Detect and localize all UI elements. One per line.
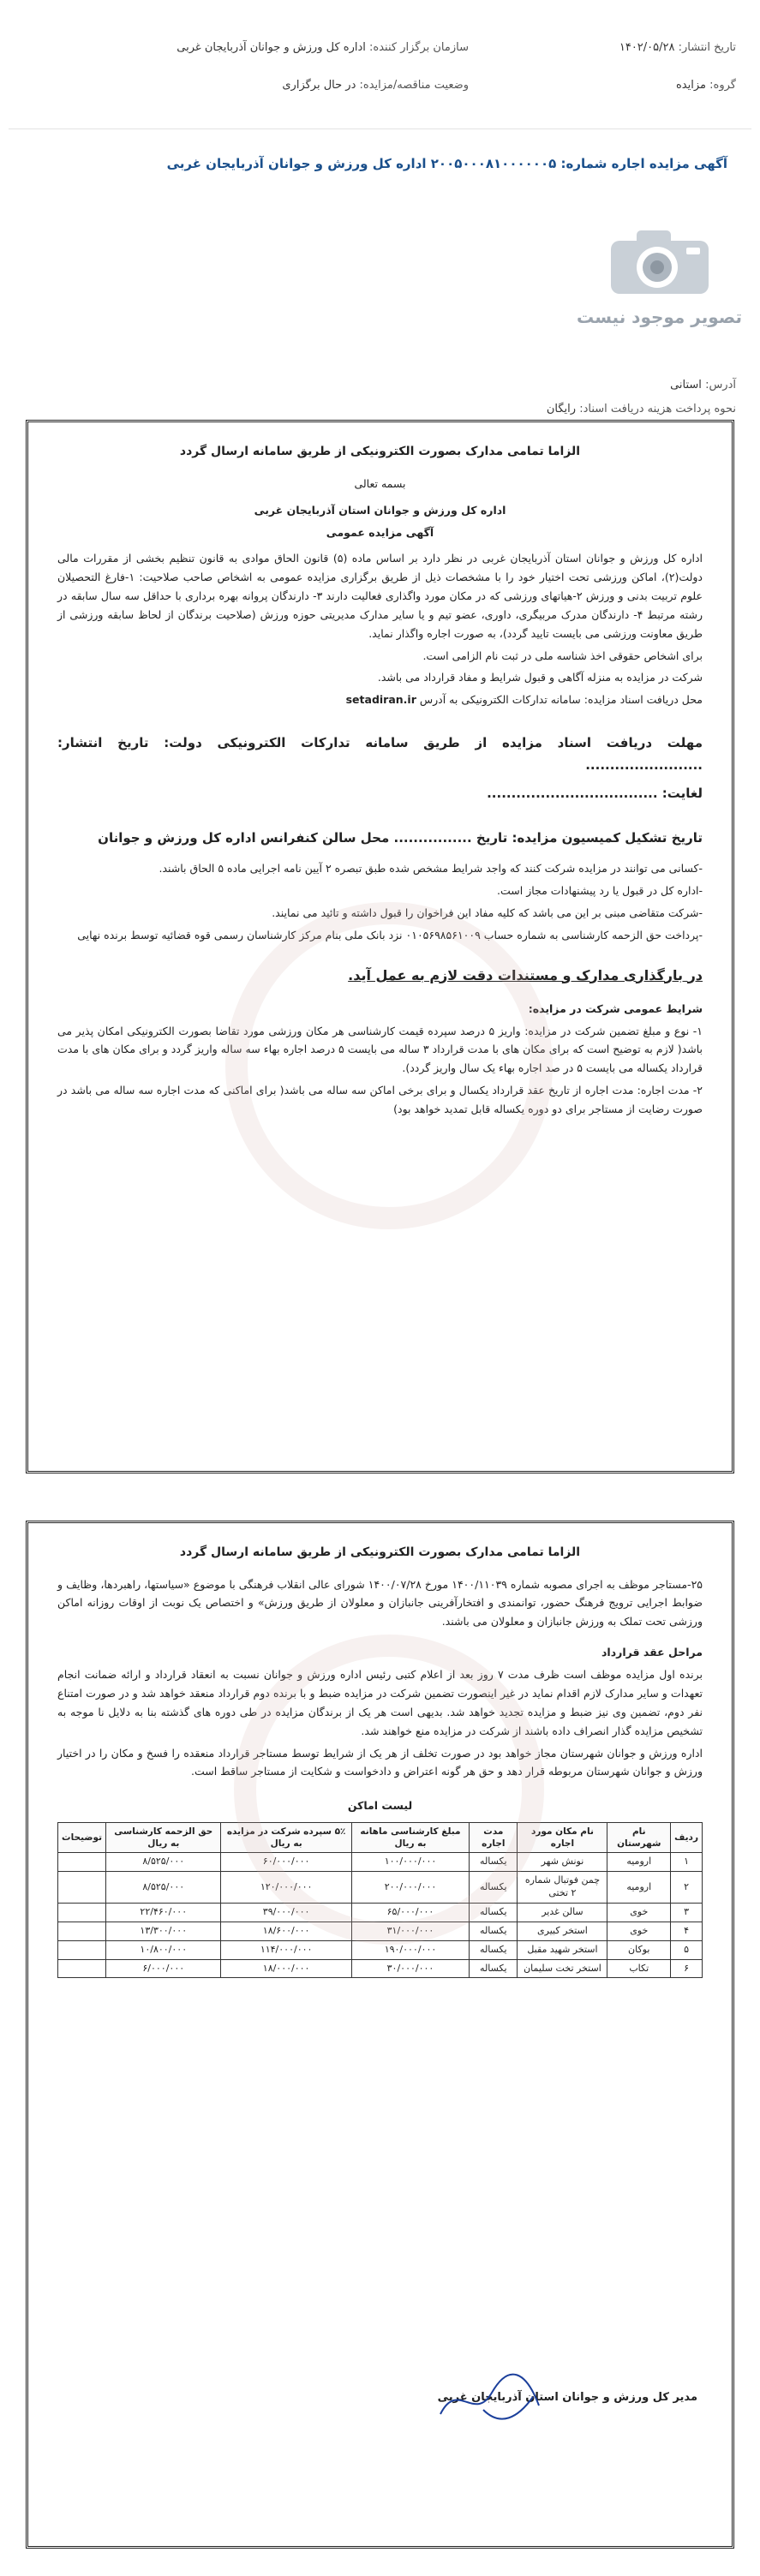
col-notes: توضیحات [58,1823,106,1853]
condition-1: -کسانی می توانند در مزایده شرکت کنند که واجد شرایط مشخص شده طبق تبصره ۲ آیین نامه اجرایی ماده ۵ الحاق باشند. [159,862,703,876]
fee-label: نحوه پرداخت هزینه دریافت اسناد: [579,403,736,415]
table-cell: یکساله [470,1940,518,1959]
commission-line: تاریخ تشکیل کمیسیون مزایده: تاریخ ................ محل سالن کنفرانس اداره کل ورزش و جوانان [98,829,703,846]
table-row [58,1922,703,1940]
no-image-caption: تصویر موجود نیست [577,307,742,327]
table-cell: استخر تخت سلیمان [518,1959,607,1978]
table-cell: خوی [607,1922,671,1940]
table-row [58,1853,703,1872]
table-cell: یکساله [470,1853,518,1872]
table-cell: ۲۲/۴۶۰/۰۰۰ [106,1904,221,1922]
participation-note: شرکت در مزایده به منزله آگاهی و قبول شرایط و مفاد قرارداد می باشد. [377,671,703,684]
col-monthly-value: مبلغ کارشناسی ماهانه به ریال [351,1823,469,1853]
documents-location-text: محل دریافت اسناد مزایده: سامانه تدارکات الکترونیکی به آدرس [419,693,703,707]
table-cell: ۲ [671,1872,703,1904]
legal-entity-note: برای اشخاص حقوقی اخذ شناسه ملی در ثبت نام الزامی است. [422,648,703,662]
general-conditions-title: شرایط عمومی شرکت در مزایده: [528,1001,703,1015]
table-cell: ۴ [671,1922,703,1940]
table-cell: ۱۳/۳۰۰/۰۰۰ [106,1922,221,1940]
fee-value: رایگان [546,403,577,415]
deadline-end: لغایت: ................................... [487,785,703,801]
table-cell: ۱۹۰/۰۰۰/۰۰۰ [351,1940,469,1959]
general-condition-1: ۱- نوع و مبلغ تضمین شرکت در مزایده: واریز ۵ درصد سپرده قیمت کارشناسی هر مکان ورزشی مورد تقاضا بصورت الکترونیکی امکان پذیر می باشد( لازم به توضیح است که برای مکان های با مدت قرارداد ۳ ساله می بایست ۵ درصد اجاره بهاء سه ساله واریز گردد و برای مکان های با مدت قرارداد یکساله می بایست ۵ در صد اجاره بهاء یک سال واریز گردد). [57,1024,703,1075]
table-cell: یکساله [470,1959,518,1978]
table-cell [58,1872,106,1904]
group-row [676,79,736,92]
group-value: مزایده [676,79,707,92]
col-place: نام مکان مورد اجاره [518,1823,607,1853]
col-city: نام شهرستان [607,1823,671,1853]
signature-scribble-icon [432,2363,552,2431]
table-cell: ۶/۰۰۰/۰۰۰ [106,1959,221,1978]
no-image-placeholder [567,201,751,351]
condition-3: -شرکت متقاضی مبنی بر این می باشد که کلیه مفاد این فراخوان را قبول داشته و تائید می نمایند. [272,905,703,919]
mandatory-notice: الزاما تمامی مدارک بصورت الکترونیکی از طریق سامانه ارسال گردد [179,1545,581,1559]
table-cell: استخر کبیری [518,1922,607,1940]
status-label: وضعیت مناقصه/مزایده: [359,79,469,92]
organizer-row [177,41,469,54]
documents-location [57,690,703,709]
table-cell: ۶۵/۰۰۰/۰۰۰ [351,1904,469,1922]
bismillah: بسمه تعالی [354,476,406,490]
table-cell: چمن فوتبال شماره ۲ تختی [518,1872,607,1904]
table-cell: ارومیه [607,1853,671,1872]
table-cell: ۳ [671,1904,703,1922]
col-expert-fee: حق الزحمه کارشناسی به ریال [106,1823,221,1853]
table-cell: ۱۰۰/۰۰۰/۰۰۰ [351,1853,469,1872]
table-cell: ۱۸/۰۰۰/۰۰۰ [221,1959,351,1978]
auction-document-page-2 [26,1521,734,2549]
places-table [57,1822,703,1978]
table-cell: ۱۲۰/۰۰۰/۰۰۰ [221,1872,351,1904]
group-label: گروه: [709,79,736,92]
signature-title: مدیر کل ورزش و جوانان استان آذربایجان غربی [437,2391,697,2404]
table-cell: ۳۹/۰۰۰/۰۰۰ [221,1904,351,1922]
table-cell: ارومیه [607,1872,671,1904]
table-cell [58,1904,106,1922]
table-cell [58,1959,106,1978]
table-cell: نونش شهر [518,1853,607,1872]
organizer-value: اداره کل ورزش و جوانان آذربایجان غربی [177,41,366,54]
table-cell: ۳۱/۰۰۰/۰۰۰ [351,1922,469,1940]
table-cell [58,1922,106,1940]
table-cell: ۱۰/۸۰۰/۰۰۰ [106,1940,221,1959]
contract-stages-text: برنده اول مزایده موظف است ظرف مدت ۷ روز بعد از اعلام کتبی رئیس اداره ورزش و جوانان نسبت به انعقاد قرارداد و ارائه ضمانت انجام تعهدات و سایر مدارک لازم اقدام نماید در غیر اینصورت تضمین شرکت در مزایده ضبط و با برنده دوم قرارداد منعقد خواهد شد و در صورت امتناع نفر دوم، تضمین وی نیز ضبط و مزایده تجدید خواهد شد. بدیهی است هر یک از برندگان مزایده در طی دوره های گذشته بنا به دلایل نا موجه به تشخیص مزایده گذار انصراف داده باشند از شرکت در مزایده منع خواهند شد. [57,1668,703,1737]
table-row [58,1904,703,1922]
org-name: اداره کل ورزش و جوانان استان آذربایجان غربی [254,504,506,517]
table-cell: ۱ [671,1853,703,1872]
tenant-obligation: ۲۵-مستاجر موظف به اجرای مصوبه شماره ۱۴۰۰/۱۱۰۳۹ مورخ ۱۴۰۰/۰۷/۲۸ شورای عالی انقلاب فرهنگی با موضوع «سیاستها، راهبردها، وظایف و ضوابط اجرایی ترویج فرهنگ حضور، توانمندی و افتخارآفرینی جانبازان و معلولان از طریق ورزش» و اختصاص یک نوبت از اوقات روزانه اماکن ورزشی تحت تملک به ورزش جانبازان و معلولان می باشند. [57,1577,703,1629]
table-cell: یکساله [470,1872,518,1904]
table-cell: ۶ [671,1959,703,1978]
table-cell: خوی [607,1904,671,1922]
status-row [282,79,469,92]
general-condition-2: ۲- مدت اجاره: مدت اجاره از تاریخ عقد قرارداد یکسال و برای برخی اماکن سه ساله می باشد( برای اماکنی که مدت اجاره سه ساله می باشد در صورت رضایت از مستاجر برای دو دوره یکساله قابل تمدید خواهد بود) [57,1084,703,1115]
upload-warning: در بارگذاری مدارک و مستندات دقت لازم به عمل آید. [348,966,703,983]
table-cell: ۱۱۴/۰۰۰/۰۰۰ [221,1940,351,1959]
address-value: استانی [670,379,702,391]
publish-date-label: تاریخ انتشار: [678,41,736,54]
notice-title[interactable]: آگهی مزایده اجاره شماره: ۲۰۰۵۰۰۰۸۱۰۰۰۰۰۰۵ اداره کل ورزش و جوانان آذربایجان غربی [166,156,727,171]
table-cell: ۲۰۰/۰۰۰/۰۰۰ [351,1872,469,1904]
setad-link[interactable]: setadiran.ir [345,693,416,707]
col-duration: مدت اجاره [470,1823,518,1853]
table-cell: ۶۰/۰۰۰/۰۰۰ [221,1853,351,1872]
auction-info-card [9,9,751,420]
col-deposit: ۵٪ سپرده شرکت در مزایده به ریال [221,1823,351,1853]
contract-stages-title: مراحل عقد قرارداد [601,1646,703,1659]
publish-date-row [619,41,736,54]
intro-paragraph: اداره کل ورزش و جوانان استان آذربایجان غربی در نظر دارد بر اساس ماده (۵) قانون الحاق موادی به قانون تنظیم بخشی از مقررات مالی دولت(۲)، اماکن ورزشی تحت اختیار خود را با مشخصات ذیل از طریق برگزاری مزایده عمومی به اشخاص صاحب صلاحیت: ۱-فارغ التحصیلان علوم تربیت بدنی و ورزش ۲-هیاتهای ورزشی که در مکان مورد واگذاری فعالیت دارند ۳- دارندگان پروانه بهره برداری با حداقل سه سال سابقه در رشته مرتبط ۴- دارندگان مدرک مربیگری، داوری، عضو تیم و یا سایر مدارک مدیریتی حوزه ورزش (صلاحیت برندگان از لحاظ سابقه ورزشی از طریق معاونت ورزشی می بایست تایید گردد)، به صورت اجاره واگذار نماید. [57,552,703,640]
col-row-number: ردیف [671,1823,703,1853]
table-cell: ۸/۵۲۵/۰۰۰ [106,1872,221,1904]
condition-4: -پرداخت حق الزحمه کارشناسی به شماره حساب ۰۱۰۵۶۹۸۵۶۱۰۰۹ نزد بانک ملی بنام مرکز کارشناسان رسمی قوه قضائیه توسط برنده نهایی [77,928,703,941]
mandatory-notice: الزاما تمامی مدارک بصورت الکترونیکی از طریق سامانه ارسال گردد [179,445,581,458]
table-cell: یکساله [470,1922,518,1940]
publish-date-value: ۱۴۰۲/۰۵/۲۸ [619,41,675,54]
places-table-title: لیست اماکن [347,1799,413,1813]
table-row [58,1872,703,1904]
organizer-label: سازمان برگزار کننده: [369,41,469,54]
table-cell: استخر شهید مقبل [518,1940,607,1959]
table-cell [58,1940,106,1959]
table-cell: ۱۸/۶۰۰/۰۰۰ [221,1922,351,1940]
table-cell: یکساله [470,1904,518,1922]
condition-2: -اداره کل در قبول یا رد پیشنهادات مجاز است. [497,884,703,897]
table-cell: ۸/۵۲۵/۰۰۰ [106,1853,221,1872]
address-row [670,379,736,391]
table-cell: تکاب [607,1959,671,1978]
fee-row [547,403,736,415]
table-row [58,1959,703,1978]
table-header-row [58,1823,703,1853]
table-cell: ۳۰/۰۰۰/۰۰۰ [351,1959,469,1978]
deadline-line: مهلت دریافت اسناد مزایده از طریق سامانه تدارکات الکترونیکی دولت: تاریخ انتشار: ........................ [57,735,703,774]
table-cell: بوکان [607,1940,671,1959]
status-value: در حال برگزاری [282,79,356,92]
camera-icon [604,225,715,298]
table-cell: سالن غدیر [518,1904,607,1922]
table-row [58,1940,703,1959]
table-cell [58,1853,106,1872]
table-cell: ۵ [671,1940,703,1959]
ad-heading: آگهی مزایده عمومی [326,526,434,540]
auction-document-page-1 [26,420,734,1473]
address-label: آدرس: [705,379,736,391]
termination-clause: اداره ورزش و جوانان شهرستان مجاز خواهد بود در صورت تخلف از هر یک از شرایط توسط مستاجر قرارداد منعقده را فسخ و مکان را در اختیار ورزش و جوانان شهرستان مربوطه قرار دهد و حق هر گونه اعتراض و دادخواست و شکایت از مستاجر ساقط است. [57,1746,703,1778]
